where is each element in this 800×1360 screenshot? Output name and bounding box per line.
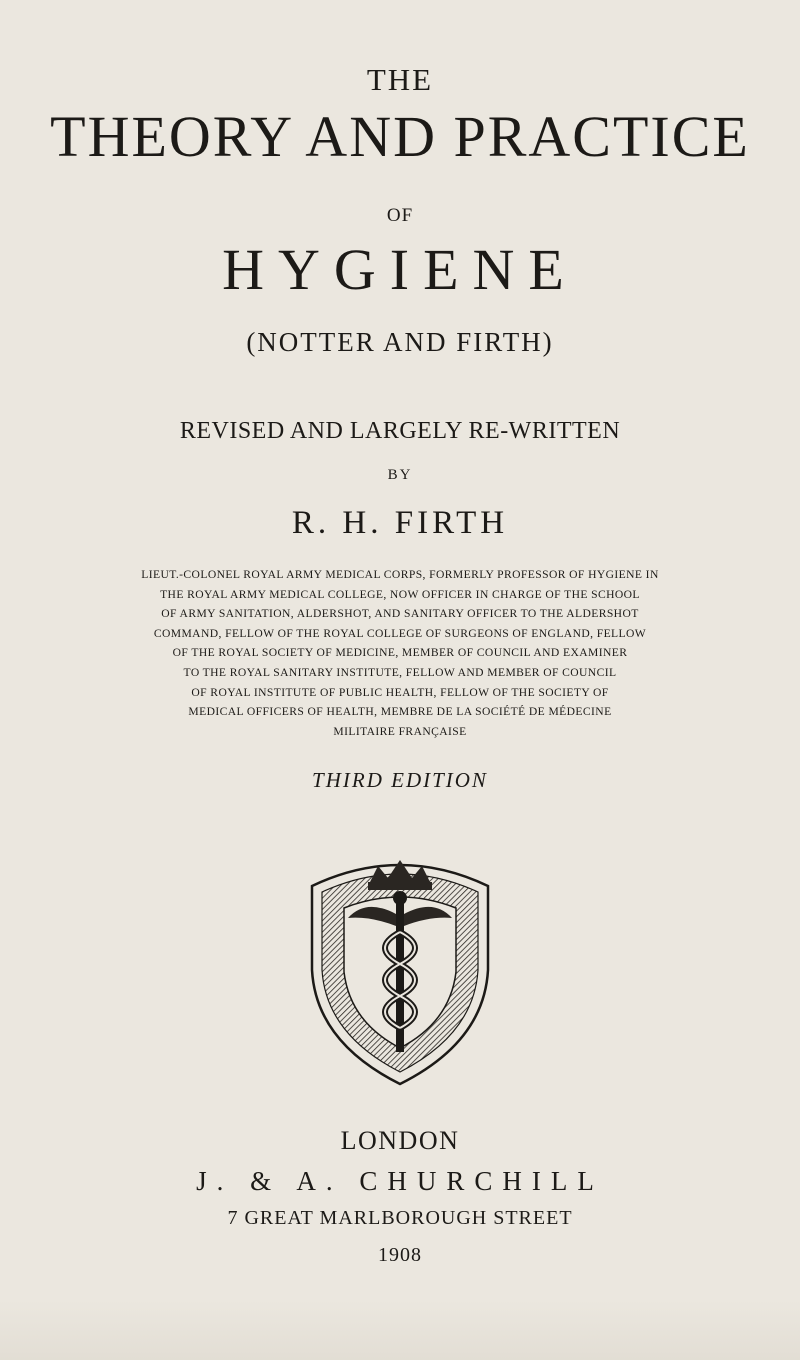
title-article: THE: [366, 62, 434, 97]
publisher-name: J. & A. CHURCHILL: [196, 1166, 604, 1196]
revision-note: REVISED AND LARGELY RE-WRITTEN: [179, 418, 621, 444]
credentials-line: THE ROYAL ARMY MEDICAL COLLEGE, NOW OFFICER IN CHARGE OF THE SCHOOL: [160, 587, 640, 601]
reviser-name: R. H. FIRTH: [291, 505, 509, 541]
by-line: BY: [387, 467, 413, 483]
credentials-line: LIEUT.-COLONEL ROYAL ARMY MEDICAL CORPS, FORMERLY PROFESSOR OF HYGIENE IN: [141, 568, 659, 581]
caduceus-shield-emblem-icon: [300, 852, 500, 1088]
publisher-city: LONDON: [340, 1126, 460, 1155]
author-credentials: [70, 565, 730, 741]
book-title: THEORY AND PRACTICE: [50, 104, 750, 169]
credentials-line: TO THE ROYAL SANITARY INSTITUTE, FELLOW AND MEMBER OF COUNCIL: [183, 665, 617, 679]
publisher-address: 7 GREAT MARLBOROUGH STREET: [227, 1207, 573, 1229]
credentials-line: COMMAND, FELLOW OF THE ROYAL COLLEGE OF SURGEONS OF ENGLAND, FELLOW: [153, 626, 647, 640]
credentials-line: MEDICAL OFFICERS OF HEALTH, MEMBRE DE LA SOCIÉTÉ DE MÉDECINE: [188, 705, 612, 719]
page-edge-shading: [0, 1300, 800, 1360]
credentials-line: OF ROYAL INSTITUTE OF PUBLIC HEALTH, FELLOW OF THE SOCIETY OF: [191, 685, 609, 699]
publication-year: 1908: [378, 1244, 422, 1266]
original-authors: (NOTTER AND FIRTH): [246, 327, 554, 357]
title-preposition: OF: [386, 205, 414, 226]
credentials-line: OF THE ROYAL SOCIETY OF MEDICINE, MEMBER OF COUNCIL AND EXAMINER: [172, 646, 628, 660]
edition: THIRD EDITION: [312, 768, 488, 792]
book-subject: HYGIENE: [222, 237, 578, 302]
credentials-line: MILITAIRE FRANÇAISE: [333, 724, 467, 738]
credentials-line: OF ARMY SANITATION, ALDERSHOT, AND SANITARY OFFICER TO THE ALDERSHOT: [161, 607, 639, 621]
